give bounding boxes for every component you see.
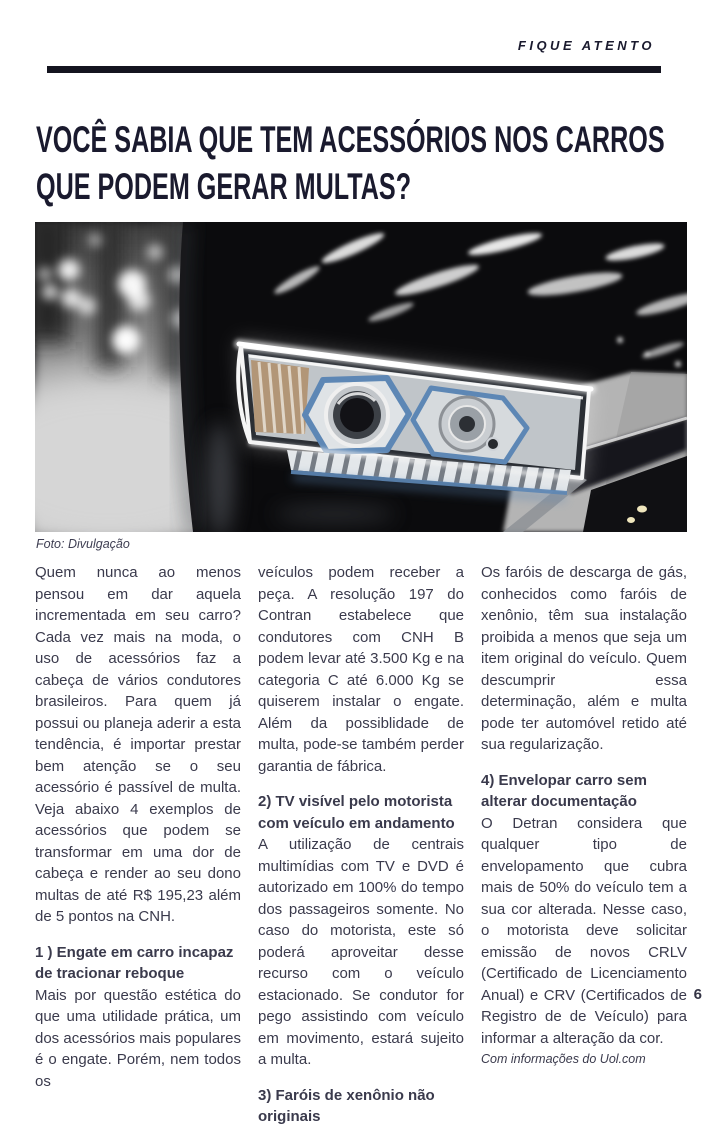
source-credit: Com informações do Uol.com xyxy=(481,1052,646,1066)
car-headlight-illustration xyxy=(35,222,687,532)
title-line-1: VOCÊ SABIA QUE TEM ACESSÓRIOS NOS CARROS xyxy=(36,119,665,160)
item-2-paragraph: A utilização de centrais multimídias com TV e DVD é autorizado em 100% do tempo dos passageiros somente. No caso do motorista, este só poderá aproveitar desse recurso com o veículo estacionado. Se condutor for pego assistindo com veículo em movimento, estará sujeito a multa. xyxy=(258,836,464,1068)
item-heading-4: 4) Envelopar carro sem alterar documentação xyxy=(481,771,647,810)
article-column-1 xyxy=(35,562,241,1128)
photo-caption: Foto: Divulgação xyxy=(36,537,130,551)
item-3-paragraph: Os faróis de descarga de gás, conhecidos como faróis de xenônio, têm sua instalação proibida a menos que seja um item original do veículo. Quem descumprir essa determinação, além e multa pode ter automóvel retido até sua regularização. xyxy=(481,564,687,753)
item-4-paragraph: O Detran considera que qualquer tipo de envelopamento que cubra mais de 50% do veículo tem a sua cor alterada. Nesse caso, o motorista deve solicitar emissão de novos CRLV (Certificado de Licenciamento Anual) e CRV (Certificados de Registro de de Veículo) para informar a alteração da cor. xyxy=(481,814,687,1047)
item-heading-1: 1 ) Engate em carro incapaz de tracionar reboque xyxy=(35,943,234,982)
item-1-paragraph-continued: veículos podem receber a peça. A resolução 197 do Contran estabelece que condutores com CNH B podem levar até 3.500 Kg e na categoria C até 6.000 Kg se quiserem instalar o engate. Além da possiblidade de multa, pode-se também perder garantia de fábrica. xyxy=(258,564,464,775)
header-rule xyxy=(47,66,661,73)
article-column-2 xyxy=(258,562,464,1128)
intro-paragraph: Quem nunca ao menos pensou em dar aquela incrementada em seu carro? Cada vez mais na moda, o uso de acessórios faz a cabeça de vários condutores brasileiros. Para quem já possui ou planeja aderir a esta tendência, é importar prestar bem atenção se o seu acessório é passível de multa. Veja abaixo 4 exemplos de acessórios que podem se transformar em uma dor de cabeça e render ao seu dono multas de até R$ 195,23 além de 5 pontos na CNH. xyxy=(35,564,241,925)
article-photo xyxy=(35,222,687,532)
item-heading-2: 2) TV visível pelo motorista com veículo em andamento xyxy=(258,793,455,832)
page-number: 6 xyxy=(693,986,702,1003)
section-kicker: FIQUE ATENTO xyxy=(517,38,655,53)
item-1-paragraph: Mais por questão estética do que uma utilidade prática, um dos acessórios mais populares é o engate. Porém, nem todos os xyxy=(35,986,241,1090)
article-column-3 xyxy=(481,562,687,1128)
page-title xyxy=(36,116,665,210)
article-columns xyxy=(35,562,687,1128)
title-line-2: QUE PODEM GERAR MULTAS? xyxy=(36,166,412,207)
item-heading-3: 3) Faróis de xenônio não originais xyxy=(258,1086,435,1125)
